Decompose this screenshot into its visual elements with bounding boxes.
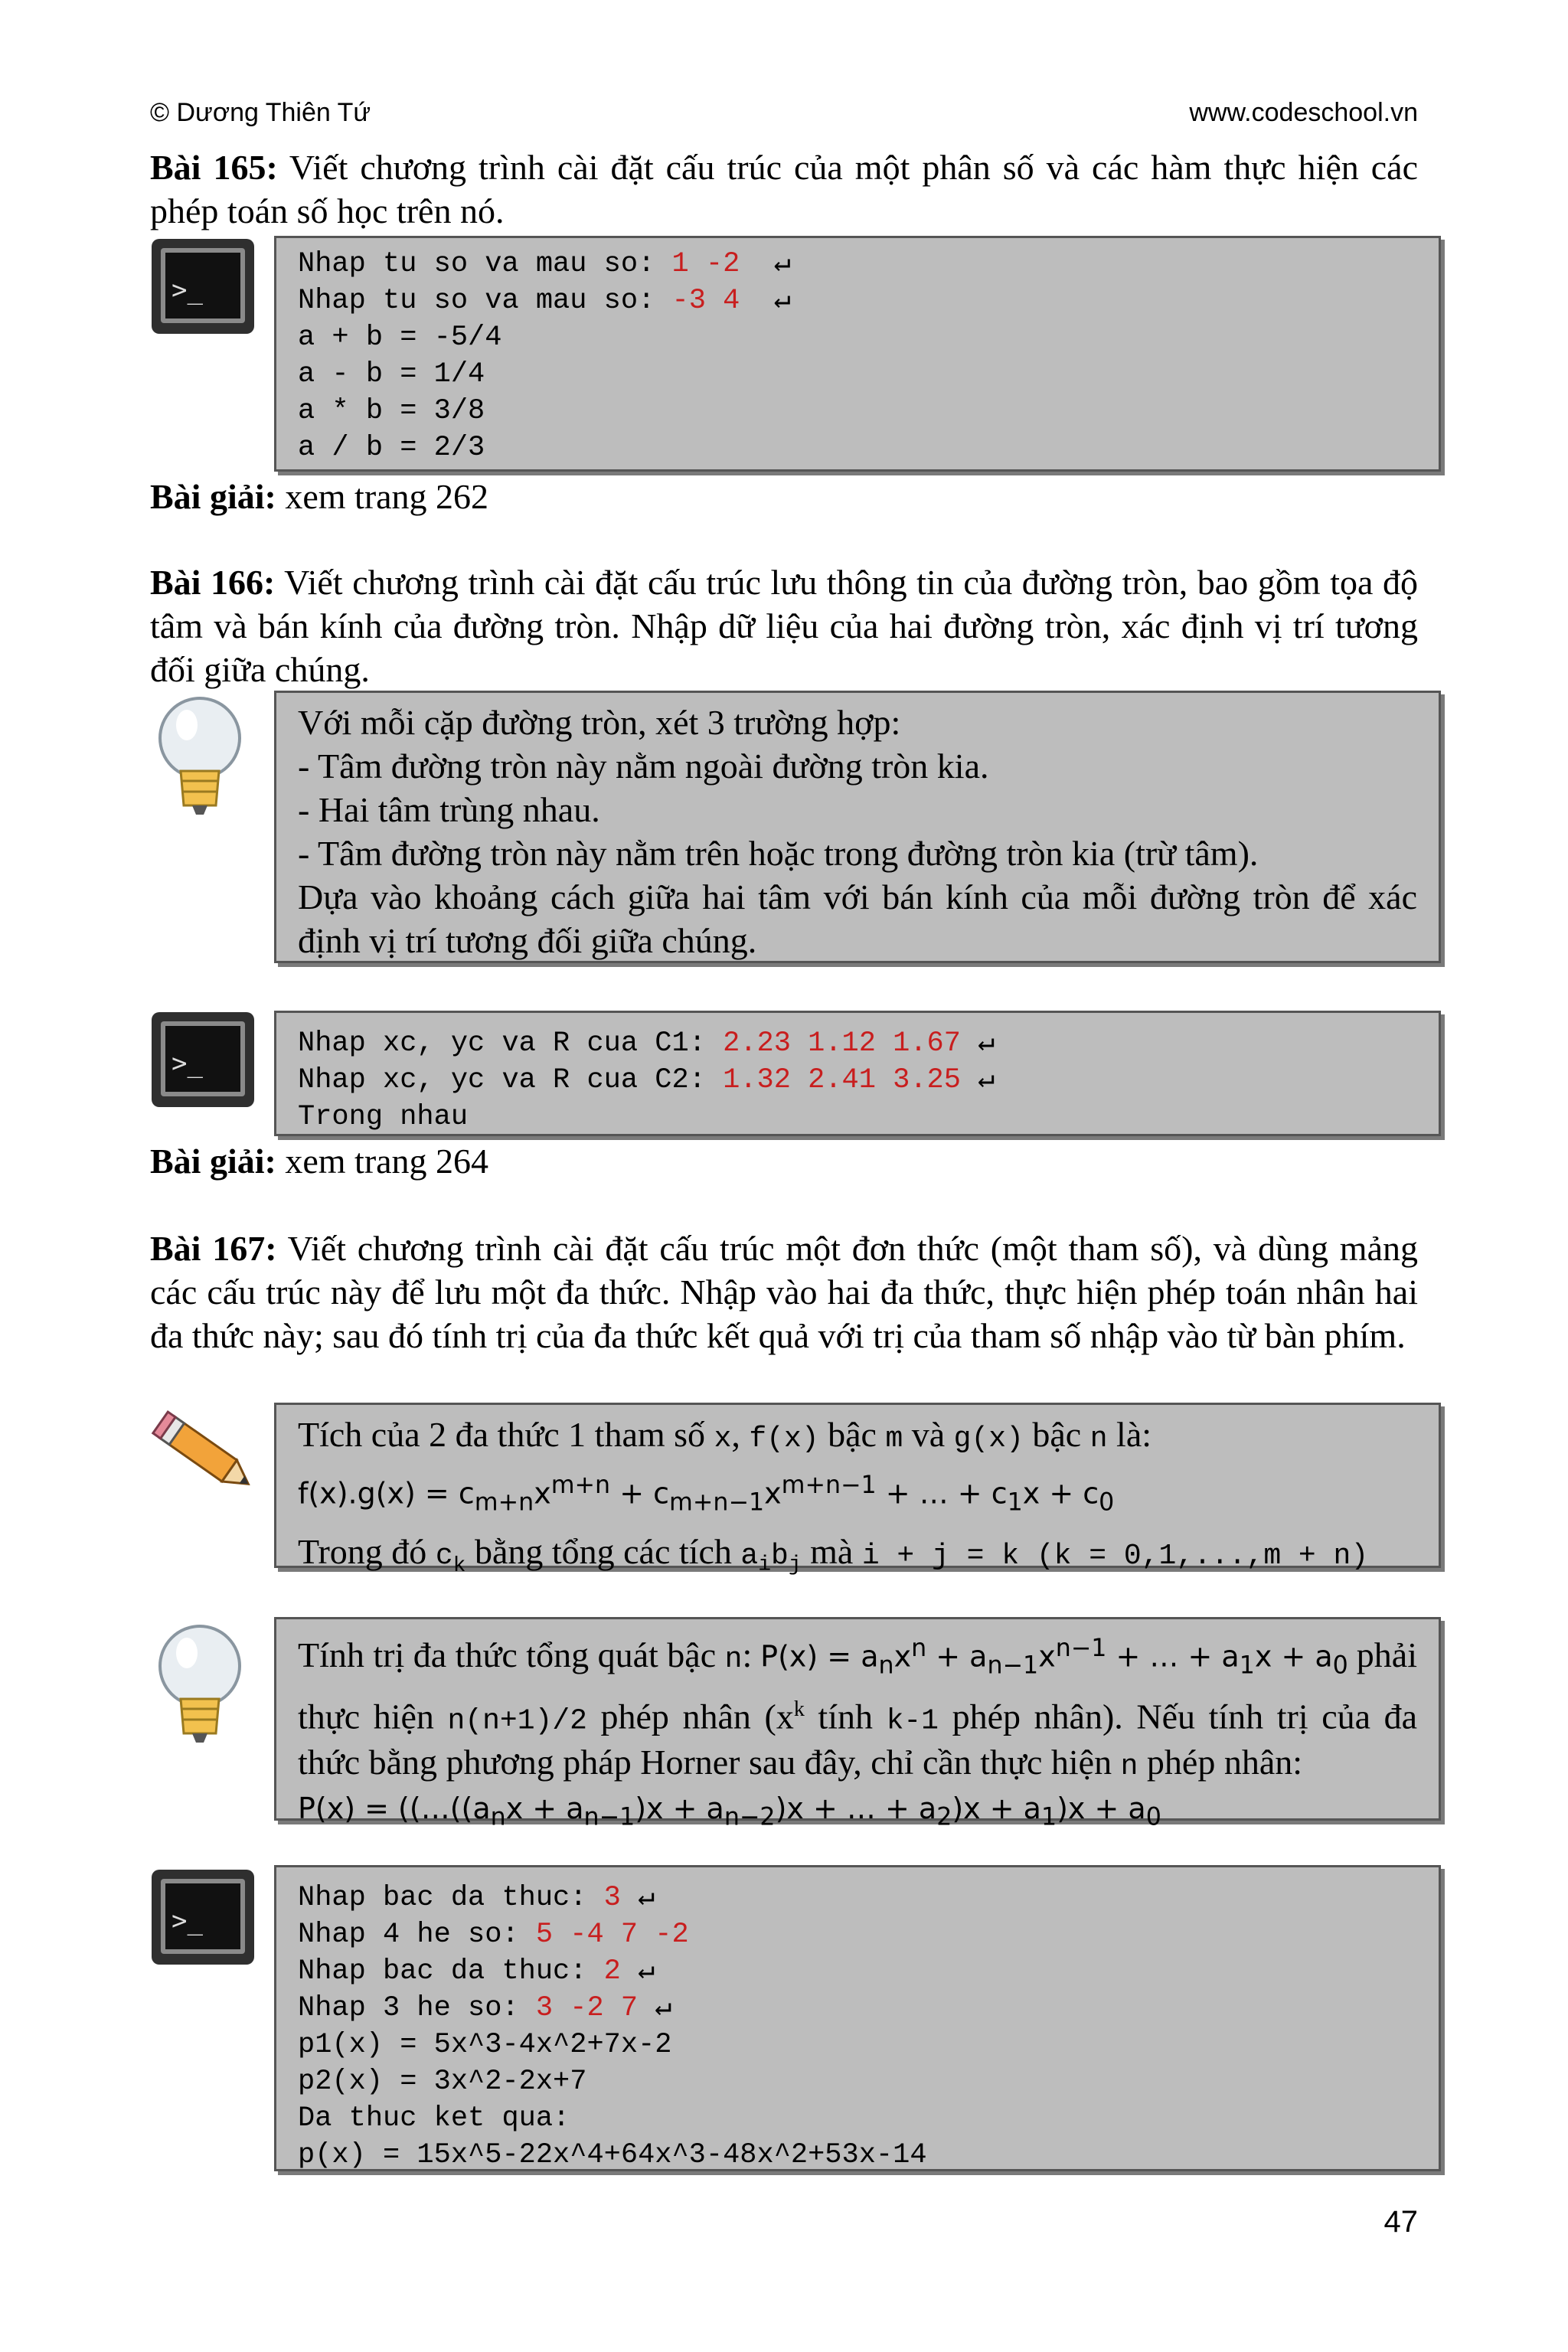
terminal-icon <box>150 237 257 337</box>
exercise-title: Bài 166: <box>150 563 276 602</box>
terminal-input: 5 -4 7 -2 <box>535 1919 689 1951</box>
header-author: © Dương Thiên Tứ <box>150 98 371 127</box>
terminal-prompt: a + b = -5/4 <box>298 322 502 354</box>
terminal-line <box>298 2027 1417 2063</box>
enter-icon: ↵ <box>740 285 791 317</box>
general-poly-formula: $P(x) = a_nx^n + a_{n-1}x^{n-1}$ + … + $a_1x + a_0$ <box>760 1635 1348 1680</box>
terminal-icon <box>150 1011 257 1110</box>
note-line-1: Tích của 2 đa thức 1 tham số x, f(x) bậc m và g(x) bậc n là: <box>298 1415 1152 1455</box>
exercise-title: Bài 165: <box>150 148 278 187</box>
hint-line-2: thực hiện n(n+1)/2 phép nhân ($x^k$ tính k-1 phép nhân). Nếu tính trị của đa thức bằng phương pháp Horner sau đây, chỉ cần thực hiện n phép nhân: <box>298 1697 1418 1783</box>
svg-text:>_: >_ <box>172 275 203 305</box>
terminal-input: 3 <box>603 1882 621 1914</box>
product-formula: $f(x).g(x) = c_{m+n}x^{m+n} + c_{m+n-1}x^{m+n-1}$ + … + $c_1x + c_0$ <box>298 1472 1115 1517</box>
solution-label: Bài giải: <box>150 477 276 516</box>
terminal-prompt: p(x) = 15x^5-22x^4+64x^3-48x^2+53x-14 <box>298 2139 927 2171</box>
enter-icon: ↵ <box>960 1064 995 1096</box>
terminal-line <box>298 283 1417 319</box>
terminal-line <box>298 1880 1417 1916</box>
note-box-167 <box>274 1403 1441 1579</box>
terminal-prompt: Nhap bac da thuc: <box>298 1882 604 1914</box>
terminal-line <box>298 2100 1417 2137</box>
solution-165 <box>150 475 1418 518</box>
lightbulb-icon <box>150 691 250 821</box>
solution-label: Bài giải: <box>150 1142 276 1181</box>
terminal-prompt: a * b = 3/8 <box>298 395 485 427</box>
hint-box-167 <box>274 1617 1441 1831</box>
hint-line: - Tâm đường tròn này nằm ngoài đường tròn kia. <box>298 746 989 786</box>
terminal-line <box>298 2137 1417 2174</box>
terminal-icon <box>150 1868 257 1968</box>
terminal-prompt: Trong nhau <box>298 1101 469 1133</box>
terminal-line <box>298 1099 1417 1135</box>
solution-166 <box>150 1139 1418 1183</box>
enter-icon: ↵ <box>620 1955 655 1988</box>
terminal-prompt: Nhap xc, yc va R cua C2: <box>298 1064 724 1096</box>
hint-line: Dựa vào khoảng cách giữa hai tâm với bán kính của mỗi đường tròn để xác định vị trí tương đối giữa chúng. <box>298 877 1417 960</box>
svg-text:>_: >_ <box>172 1048 203 1079</box>
pencil-icon <box>150 1406 265 1505</box>
horner-formula: $P(x) = ((\dots((a_nx + a_{n-1})x + a_{n-2})x$ + … + $a_2)x + a_1)x + a_0$ <box>298 1791 1161 1831</box>
terminal-line <box>298 1062 1417 1099</box>
terminal-input: 3 -2 7 <box>535 1992 639 2024</box>
enter-icon: ↵ <box>740 248 791 280</box>
enter-icon: ↵ <box>638 1992 672 2024</box>
terminal-input: 1 -2 <box>671 248 740 280</box>
terminal-line <box>298 1953 1417 1990</box>
terminal-line <box>298 1025 1417 1062</box>
terminal-prompt: a / b = 2/3 <box>298 432 485 464</box>
terminal-prompt: Nhap 3 he so: <box>298 1992 536 2024</box>
terminal-line <box>298 356 1417 393</box>
terminal-line <box>298 393 1417 430</box>
terminal-line <box>298 1990 1417 2027</box>
exercise-title: Bài 167: <box>150 1229 277 1268</box>
terminal-input: 1.32 2.41 3.25 <box>723 1064 961 1096</box>
note-line-2: Trong đó $c_k$ bằng tổng các tích $a_ib_j$ mà i + j = k (k = 0,1,...,m + n) <box>298 1532 1369 1579</box>
enter-icon: ↵ <box>960 1027 995 1060</box>
hint-line: Với mỗi cặp đường tròn, xét 3 trường hợp: <box>298 703 901 742</box>
svg-text:>_: >_ <box>172 1906 203 1936</box>
terminal-prompt: Da thuc ket qua: <box>298 2102 570 2135</box>
solution-page: xem trang 264 <box>276 1142 489 1181</box>
hint-box-166 <box>274 691 1441 963</box>
exercise-166 <box>150 560 1418 691</box>
solution-page: xem trang 262 <box>276 477 489 516</box>
terminal-output-165 <box>274 236 1441 472</box>
exercise-text: Viết chương trình cài đặt cấu trúc của một phân số và các hàm thực hiện các phép toán số học trên nó. <box>150 148 1418 230</box>
terminal-prompt: Nhap xc, yc va R cua C1: <box>298 1027 724 1060</box>
hint-line: - Hai tâm trùng nhau. <box>298 790 600 829</box>
terminal-prompt: Nhap tu so va mau so: <box>298 285 672 317</box>
hint-line: - Tâm đường tròn này nằm trên hoặc trong đường tròn kia (trừ tâm). <box>298 834 1259 873</box>
terminal-input: 2.23 1.12 1.67 <box>723 1027 961 1060</box>
terminal-line <box>298 246 1417 283</box>
terminal-line <box>298 319 1417 356</box>
terminal-prompt: Nhap bac da thuc: <box>298 1955 604 1988</box>
exercise-165 <box>150 145 1418 233</box>
terminal-input: 2 <box>603 1955 621 1988</box>
terminal-input: -3 4 <box>671 285 740 317</box>
terminal-prompt: a - b = 1/4 <box>298 358 485 390</box>
terminal-prompt: Nhap tu so va mau so: <box>298 248 672 280</box>
header-website: www.codeschool.vn <box>1189 98 1418 127</box>
terminal-output-167 <box>274 1865 1441 2171</box>
terminal-line <box>298 430 1417 466</box>
terminal-output-166 <box>274 1011 1441 1136</box>
exercise-text: Viết chương trình cài đặt cấu trúc một đơn thức (một tham số), và dùng mảng các cấu trúc này để lưu một đa thức. Nhập vào hai đa thức, thực hiện phép toán nhân hai đa thức này; sau đó tính trị của đa thức kết quả với trị của tham số nhập vào từ bàn phím. <box>150 1229 1418 1355</box>
terminal-prompt: p1(x) = 5x^3-4x^2+7x-2 <box>298 2029 672 2061</box>
exercise-text: Viết chương trình cài đặt cấu trúc lưu thông tin của đường tròn, bao gồm tọa độ tâm và bán kính của đường tròn. Nhập dữ liệu của hai đường tròn, xác định vị trí tương đối giữa chúng. <box>150 563 1418 689</box>
terminal-prompt: p2(x) = 3x^2-2x+7 <box>298 2066 587 2098</box>
enter-icon: ↵ <box>620 1882 655 1914</box>
hint-line-1: Tính trị đa thức tổng quát bậc n: $P(x) = a_nx^n + a_{n-1}x^{n-1}$ + … + $a_1x + a_0$ phải <box>298 1627 1417 1687</box>
terminal-prompt: Nhap 4 he so: <box>298 1919 536 1951</box>
terminal-line <box>298 2063 1417 2100</box>
lightbulb-icon <box>150 1619 250 1749</box>
page-number: 47 <box>1383 2205 1418 2239</box>
terminal-line <box>298 1916 1417 1953</box>
exercise-167 <box>150 1227 1418 1357</box>
